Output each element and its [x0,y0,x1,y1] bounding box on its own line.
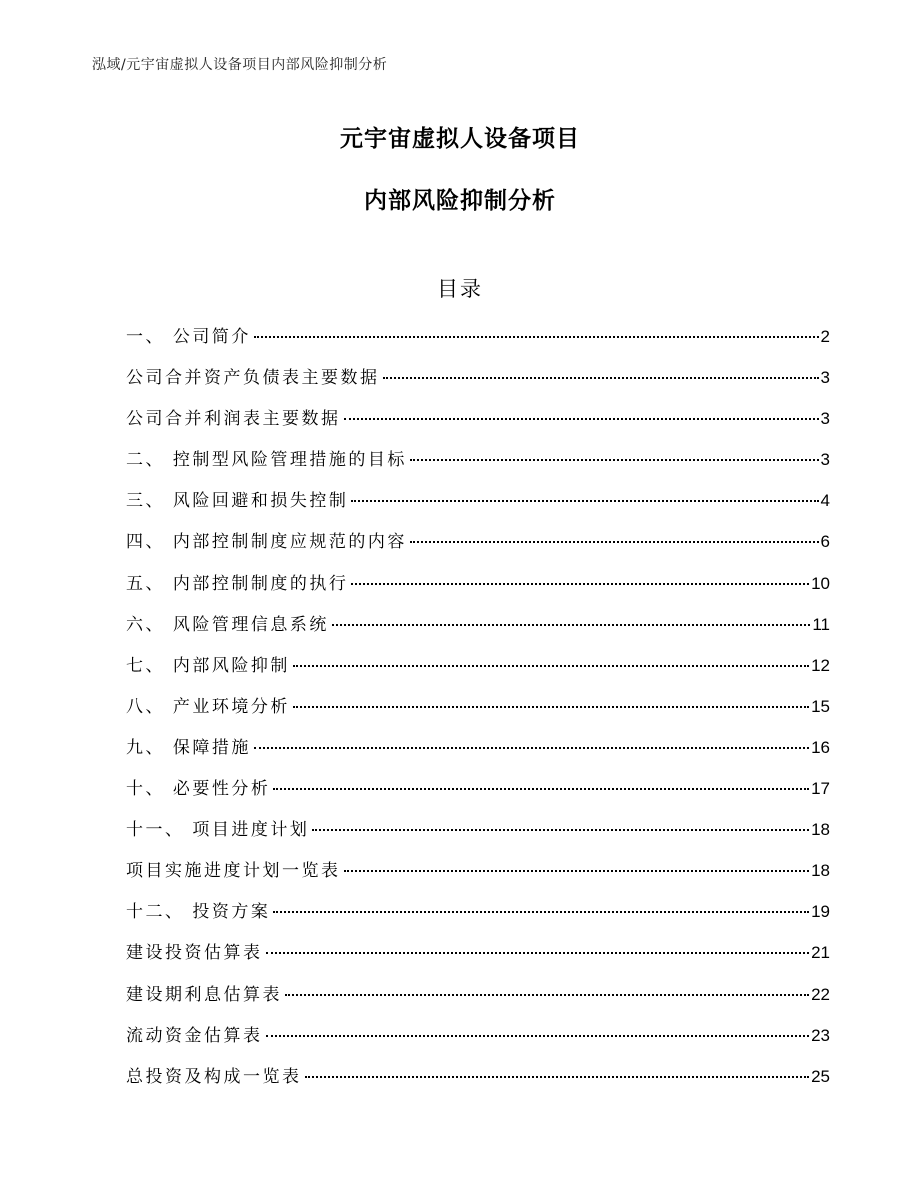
toc-dot-leader [410,459,819,461]
toc-entry-page: 10 [811,573,830,593]
toc-dot-leader [305,1076,810,1078]
toc-dot-leader [312,829,809,831]
toc-entry-page: 12 [811,655,830,675]
toc-entry[interactable] [126,486,830,527]
toc-entry[interactable] [126,938,830,979]
toc-entry[interactable] [126,733,830,774]
toc-dot-leader [266,952,810,954]
toc-entry[interactable] [126,527,830,568]
toc-entry-label: 六、 风险管理信息系统 [126,614,329,635]
toc-entry-label: 十、 必要性分析 [126,779,271,800]
toc-entry[interactable] [126,692,830,733]
toc-entry-label: 一、 公司简介 [126,327,251,347]
toc-entry-page: 25 [811,1066,830,1086]
toc-entry-page: 18 [811,861,830,881]
toc-entry-label: 公司合并资产负债表主要数据 [126,368,380,389]
toc-entry-label: 三、 风险回避和损失控制 [126,491,349,512]
toc-entry-label: 二、 控制型风险管理措施的目标 [126,450,407,471]
toc-entry-label: 八、 产业环境分析 [126,696,290,717]
toc-dot-leader [344,418,819,420]
toc-entry-label: 九、 保障措施 [126,737,251,758]
toc-entry-label: 公司合并利润表主要数据 [126,409,341,430]
toc-entry-label: 五、 内部控制制度的执行 [126,573,349,594]
toc-entry[interactable] [126,897,830,938]
toc-entry[interactable] [126,856,830,897]
toc-entry[interactable] [126,404,830,445]
toc-dot-leader [285,994,809,996]
toc-entry-label: 建设期利息估算表 [126,984,282,1005]
toc-entry-page: 2 [820,327,830,346]
toc-dot-leader [332,624,810,626]
toc-entry-label: 十二、 投资方案 [126,902,271,923]
toc-dot-leader [351,583,809,585]
toc-dot-leader [383,377,819,379]
toc-entry-page: 22 [811,984,830,1004]
toc-entry[interactable] [126,610,830,651]
toc-entry[interactable] [126,569,830,610]
toc-entry-page: 18 [811,820,830,840]
toc-dot-leader [344,870,810,872]
toc-entry-label: 建设投资估算表 [126,943,263,964]
toc-dot-leader [254,336,819,338]
toc-entry[interactable] [126,815,830,856]
toc-entry-label: 总投资及构成一览表 [126,1066,302,1087]
toc-entry-page: 4 [820,491,830,511]
toc-entry-page: 23 [811,1025,830,1045]
toc-dot-leader [254,747,809,749]
toc-dot-leader [273,911,809,913]
toc-dot-leader [293,706,809,708]
toc-entry-page: 21 [811,943,830,963]
toc-entry[interactable] [126,445,830,486]
toc-entry-label: 项目实施进度计划一览表 [126,861,341,882]
toc-entry-label: 七、 内部风险抑制 [126,655,290,676]
document-title-line-1: 元宇宙虚拟人设备项目 [340,126,580,152]
toc-entry-page: 3 [820,368,830,388]
toc-entry[interactable] [126,774,830,815]
toc-dot-leader [293,665,809,667]
toc-entry-page: 19 [811,902,830,922]
toc-dot-leader [273,788,809,790]
toc-entry[interactable] [126,651,830,692]
toc-entry-label: 四、 内部控制制度应规范的内容 [126,532,407,553]
toc-dot-leader [410,541,819,543]
toc-entry[interactable] [126,1062,830,1103]
toc-entry-label: 流动资金估算表 [126,1025,263,1046]
toc-entry[interactable] [126,363,830,404]
toc-entry-page: 3 [820,450,830,470]
toc-entry-page: 15 [811,696,830,716]
toc-entry[interactable] [126,980,830,1021]
toc-entry-page: 3 [820,409,830,429]
toc-entry-page: 16 [811,737,830,757]
toc-entry-label: 十一、 项目进度计划 [126,820,310,841]
document-title-line-2: 内部风险抑制分析 [364,188,556,214]
toc-heading: 目录 [437,277,483,301]
toc-entry-page: 17 [811,779,830,799]
table-of-contents [126,322,830,1103]
running-header: 泓域/元宇宙虚拟人设备项目内部风险抑制分析 [92,57,388,73]
toc-dot-leader [266,1035,810,1037]
toc-entry[interactable] [126,1021,830,1062]
toc-entry-page: 6 [820,532,830,552]
toc-dot-leader [351,500,818,502]
toc-entry[interactable] [126,322,830,363]
toc-entry-page: 11 [812,614,830,634]
